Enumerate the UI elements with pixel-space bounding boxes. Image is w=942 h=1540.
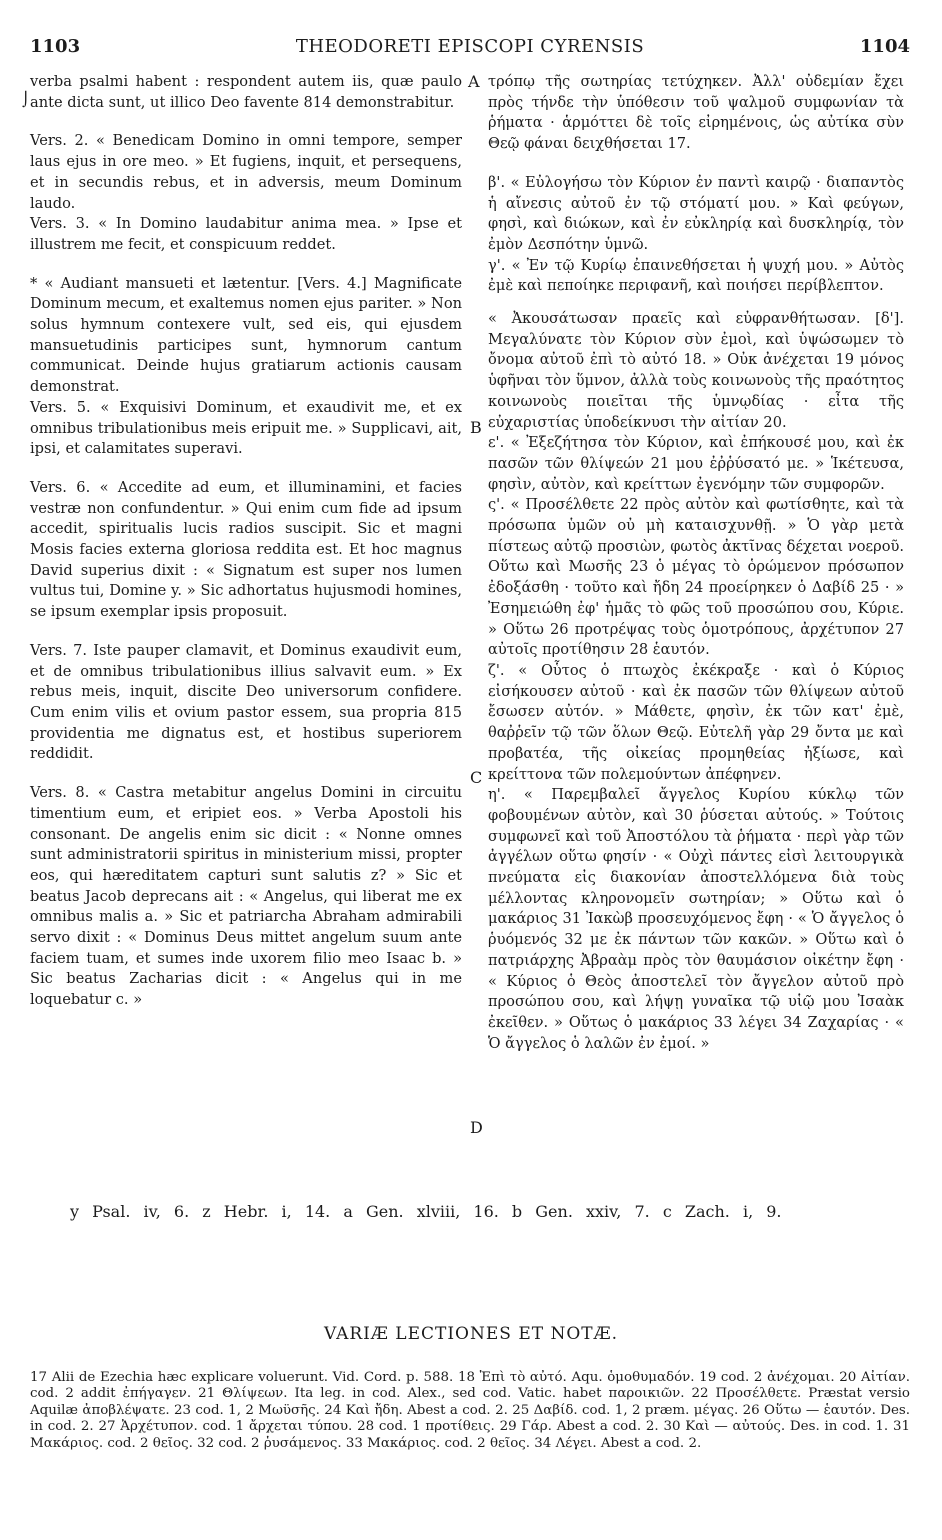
notes-title: VARIÆ LECTIONES ET NOTÆ. [323,1324,619,1344]
latin-paragraph: Vers. 6. « Accedite ad eum, et illuminamini, et facies vestræ non confundentur. » Qui enim cum fide ad ipsum accedit, spiritualis lucis radios suscipit. Sic et magni Mosis facies externa gloriosa reddita est. Et hoc magnus David superius dixit : « Signatum est super nos lumen vultus tui, Domine y. » Sic adhortatus hujusmodi homines, se ipsum exemplar ipsis proposuit. [30,478,462,621]
greek-paragraph: β'. « Εὐλογήσω τὸν Κύριον ἐν παντὶ καιρῷ · διαπαντὸς ἡ αἴνεσις αὐτοῦ ἐν τῷ στόματί μου. » Καὶ φεύγων, φησὶ, καὶ διώκων, καὶ ἐν εὐκληρίᾳ καὶ δυσκληρίᾳ, τὸν ἐμὸν Δεσπότην ὑμνῶ. [488,173,904,253]
left-page-number: 1103 [30,36,81,57]
margin-bracket: ⌡ [22,92,30,108]
margin-marker-b: B [470,418,482,437]
running-title: THEODORETI EPISCOPI CYRENSIS [295,36,645,57]
latin-paragraph: Vers. 3. « In Domino laudabitur anima mea. » Ipse et illustrem me fecit, et conspicuum reddet. [30,215,462,253]
latin-paragraph: Vers. 7. Iste pauper clamavit, et Dominus exaudivit eum, et de omnibus tribulationibus illius salvavit eum. » Ex rebus meis, inquit, discite Deo universorum confidere. Cum enim vilis et ovium pastor essem, sua propria 815 providentia me dignatus est, et hostibus superiorem reddidit. [30,641,462,763]
greek-paragraph: « Ἀκουσάτωσαν πραεῖς καὶ εὐφρανθήτωσαν. [δ']. Μεγαλύνατε τὸν Κύριον σὺν ἐμοὶ, καὶ ὑψώσωμεν τὸ ὄνομα αὐτοῦ ἐπὶ τὸ αὐτό 18. » Οὐκ ἀνέχεται 19 μόνος ὑφῆναι τὸν ὕμνον, ἀλλὰ τοὺς κοινωνοὺς τῆς πραότητος κοινωνοὺς ποιεῖται τῆς ὑμνῳδίας · εἶτα τῆς εὐχαριστίας ὑποδείκνυσι τὴν αἰτίαν 20. [488,310,904,431]
greek-paragraph: ζ'. « Οὗτος ὁ πτωχὸς ἐκέκραξε · καὶ ὁ Κύριος εἰσήκουσεν αὐτοῦ · καὶ ἐκ πασῶν τῶν θλίψεων αὐτοῦ ἔσωσεν αὐτόν. » Μάθετε, φησὶν, ἐκ τῶν κατ' ἐμὲ, θαῤῥεῖν τῷ τῶν ὅλων Θεῷ. Εὐτελῆ γὰρ 29 ὄντα με καὶ προβατέα, τῆς οἰκείας προμηθείας ἠξίωσε, καὶ κρείττονα τῶν πολεμούντων ἀπέφηνεν. [488,661,904,783]
greek-paragraph: τρόπῳ τῆς σωτηρίας τετύχηκεν. Ἀλλ' οὐδεμίαν ἔχει πρὸς τήνδε τὴν ὑπόθεσιν τοῦ ψαλμοῦ συμφωνίαν τὰ ῥήματα · ἁρμόττει δὲ τοῖς εἰρημένοις, ὡς αὐτίκα σὺν Θεῷ φάναι δειχθήσεται 17. [488,73,904,153]
latin-paragraph: Vers. 8. « Castra metabitur angelus Domini in circuitu timentium eum, et eripiet eos. » Verba Apostoli his consonant. De angelis enim sic dicit : « Nonne omnes sunt administratorii spiritus in ministerium missi, propter eos, qui hæreditatem capturi sunt salutis z? » Sic et beatus Jacob deprecans ait : « Angelus, qui liberat me ex omnibus malis a. » Sic et patriarcha Abraham admirabili servo dixit : « Dominus Deus mittet angelum suum ante faciem tuam, et sumes inde uxorem filio meo Isaac b. » Sic beatus Zacharias dicit : « Angelus qui in me loquebatur c. » [30,784,462,1009]
latin-paragraph: Vers. 5. « Exquisivi Dominum, et exaudivit me, et ex omnibus tribulationibus meis eripuit me. » Supplicavi, ait, ipsi, et calamitates superavi. [30,398,462,458]
latin-paragraph: verba psalmi habent : respondent autem iis, quæ paulo ante dicta sunt, ut illico Deo favente 814 demonstrabitur. [30,73,462,111]
greek-paragraph: η'. « Παρεμβαλεῖ ἄγγελος Κυρίου κύκλῳ τῶν φοβουμένων αὐτὸν, καὶ 30 ῥύσεται αὐτούς. » Τούτοις συμφωνεῖ καὶ τοῦ Ἀποστόλου τὰ ῥήματα · περὶ γὰρ τῶν ἀγγέλων οὕτω φησίν · « Οὐχὶ πάντες εἰσὶ λειτουργικὰ πνεύματα εἰς διακονίαν ἀποστελλόμενα διὰ τοὺς μέλλοντας κληρονομεῖν σωτηρίαν; » Οὕτω καὶ ὁ μακάριος 31 Ἰακὼβ προσευχόμενος ἔφη · « Ὁ ἄγγελος ὁ ῥυόμενός 32 με ἐκ πάντων τῶν κακῶν. » Οὕτω καὶ ὁ πατριάρχης Ἀβραὰμ πρὸς τὸν θαυμάσιον οἰκέτην ἔφη · « Κύριος ὁ Θεὸς ἀποστελεῖ τὸν ἄγγελον αὐτοῦ πρὸ προσώπου σου, καὶ λήψῃ γυναῖκα τῷ υἱῷ μου Ἰσαὰκ ἐκεῖθεν. » Οὕτως ὁ μακάριος 33 λέγει 34 Ζαχαρίας · « Ὁ ἄγγελος ὁ λαλῶν ἐν ἐμοί. » [488,786,904,1052]
scripture-references: y Psal. iv, 6. z Hebr. i, 14. a Gen. xlviii, 16. b Gen. xxiv, 7. c Zach. i, 9. [70,1202,782,1221]
latin-paragraph: * « Audiant mansueti et lætentur. [Vers. 4.] Magnificate Dominum mecum, et exaltemus nomen ejus pariter. » Non solus hymnum contexere vult, sed eis, qui ejusdem mansuetudinis participes sunt, hymnorum cantum communicat. Deinde hujus gratiarum actionis causam demonstrat. [30,274,462,396]
page-header [30,36,910,60]
margin-marker-d: D [470,1118,483,1137]
latin-column [30,72,462,1011]
margin-marker-a: A [468,72,480,91]
variant-notes [30,1370,910,1452]
latin-paragraph: Vers. 2. « Benedicam Domino in omni tempore, semper laus ejus in ore meo. » Et fugiens, inquit, et persequens, et in secundis rebus, et in adversis, meum Dominum laudo. [30,132,462,212]
greek-paragraph: γ'. « Ἐν τῷ Κυρίῳ ἐπαινεθήσεται ἡ ψυχή μου. » Αὐτὸς ἐμὲ καὶ πεποίηκε περιφανῆ, καὶ ποιήσει περίβλεπτον. [488,256,904,295]
greek-paragraph: ς'. « Προσέλθετε 22 πρὸς αὐτὸν καὶ φωτίσθητε, καὶ τὰ πρόσωπα ὑμῶν οὐ μὴ καταισχυνθῇ. » Ὁ γὰρ μετὰ πίστεως αὐτῷ προσιὼν, φωτὸς ἀκτῖνας δέχεται νοεροῦ. Οὕτω καὶ Μωσῆς 23 ὁ μέγας τὸ ὁρώμενον πρόσωπον ἐδοξάσθη · τοῦτο καὶ ἤδη 24 προείρηκεν ὁ Δαβίδ 25 · » Ἐσημειώθη ἐφ' ἡμᾶς τὸ φῶς τοῦ προσώπου σου, Κύριε. » Οὕτω 26 προτρέψας τοὺς ὁμοτρόπους, ἀρχέτυπον 27 αὐτοῖς προτίθησιν 28 ἑαυτόν. [488,496,904,659]
notes-text: 17 Alii de Ezechia hæc explicare voluerunt. Vid. Cord. p. 588. 18 Ἐπὶ τὸ αὐτό. Aqu. ὁμοθυμαδόν. 19 cod. 2 ἀνέχομαι. 20 Αἰτίαν. cod. 2 addit ἐπήγαγεν. 21 Θλίψεων. Ita leg. in cod. Alex., sed cod. Vatic. habet παροικιῶν. 22 Προσέλθετε. Præstat versio Aquilæ ἀποβλέψατε. 23 cod. 1, 2 Μωϋσῆς. 24 Καὶ ἤδη. Abest a cod. 2. 25 Δαβίδ. cod. 1, 2 præm. μέγας. 26 Οὕτω — ἑαυτόν. Des. in cod. 2. 27 Ἀρχέτυπον. cod. 1 ἄρχεται τύπου. 28 cod. 1 προτίθεις. 29 Γάρ. Abest a cod. 2. 30 Καὶ — αὐτούς. Des. in cod. 1. 31 Μακάριος. cod. 2 θεῖος. 32 cod. 2 ῥυσάμενος. 33 Μακάριος. cod. 2 θεῖος. 34 Λέγει. Abest a cod. 2. [30,1370,910,1451]
greek-column [488,72,904,1054]
right-page-number: 1104 [859,36,910,57]
margin-marker-c: C [470,768,483,787]
greek-paragraph: ε'. « Ἐξεζήτησα τὸν Κύριον, καὶ ἐπήκουσέ μου, καὶ ἐκ πασῶν τῶν θλίψεών 21 μου ἐῤῥύσατό με. » Ἱκέτευσα, φησὶν, αὐτὸν, καὶ κρείττων ἐγενόμην τῶν συμφορῶν. [488,434,904,493]
